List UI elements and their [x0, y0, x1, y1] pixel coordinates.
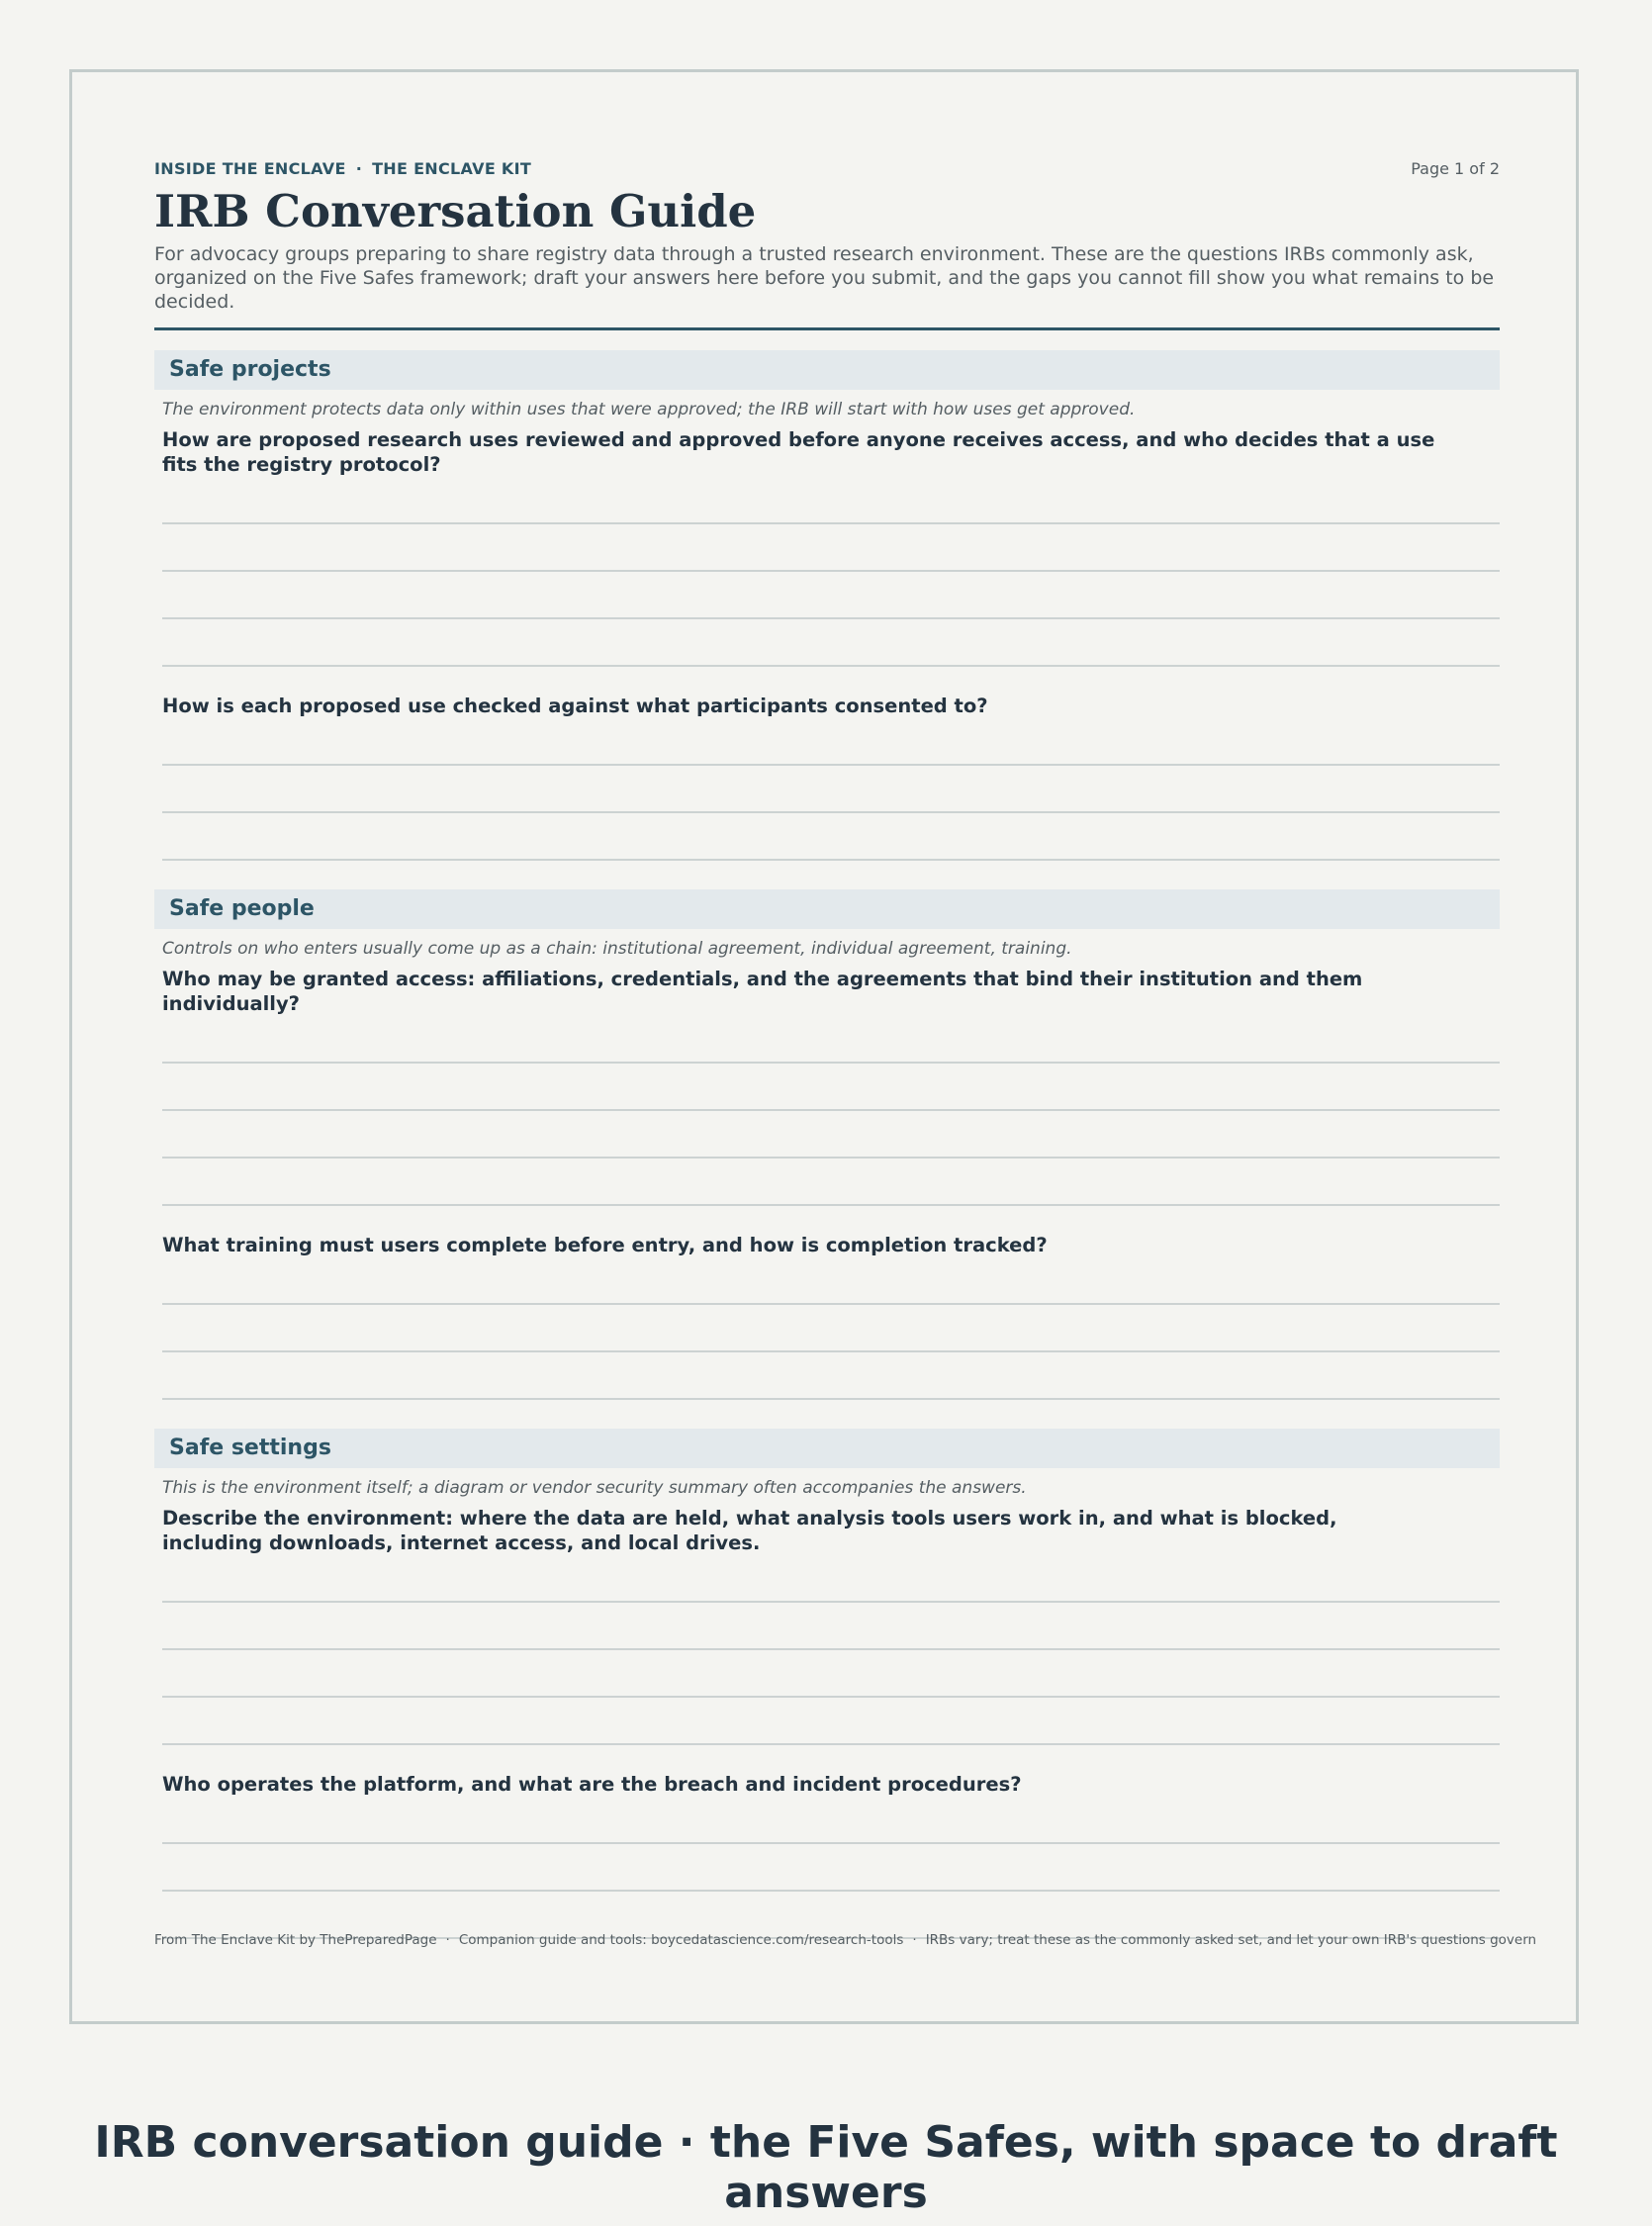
- question: What training must users complete before entry, and how is completion tracked?: [162, 1234, 1048, 1256]
- answer-line[interactable]: [162, 524, 1500, 572]
- section-heading-safe-projects: Safe projects: [154, 350, 1500, 390]
- answer-line[interactable]: [162, 1111, 1500, 1159]
- section-heading-safe-settings: Safe settings: [154, 1429, 1500, 1468]
- intro-text: For advocacy groups preparing to share registry data through a trusted research environment. These are the questions IRBs commonly ask, organized on the Five Safes framework; draft your answers here before you submit, and the gaps you cannot fill show you what remains to be decided.: [154, 243, 1495, 313]
- question: Who operates the platform, and what are the breach and incident procedures?: [162, 1773, 1022, 1796]
- answer-line[interactable]: [162, 1016, 1500, 1064]
- answer-line[interactable]: [162, 1305, 1500, 1352]
- answer-lines[interactable]: [162, 477, 1500, 667]
- answer-line[interactable]: [162, 1352, 1500, 1400]
- answer-line[interactable]: [162, 477, 1500, 524]
- worksheet-content: [154, 159, 1500, 1939]
- answer-line[interactable]: [162, 813, 1500, 861]
- page-header: [154, 159, 1500, 183]
- answer-line[interactable]: [162, 1650, 1500, 1698]
- page-title: IRB Conversation Guide: [154, 185, 757, 237]
- answer-line[interactable]: [162, 572, 1500, 619]
- footer-separator: ·: [445, 1932, 450, 1948]
- question: How is each proposed use checked against what participants consented to?: [162, 695, 988, 717]
- answer-lines[interactable]: [162, 1555, 1500, 1745]
- answer-line[interactable]: [162, 1257, 1500, 1305]
- footer-disclaimer: IRBs vary; treat these as the commonly asked set, and let your own IRB's questions govern: [925, 1932, 1537, 1948]
- kicker-separator: ·: [355, 159, 363, 178]
- answer-line[interactable]: [162, 766, 1500, 813]
- answer-line[interactable]: [162, 718, 1500, 766]
- answer-lines[interactable]: [162, 1257, 1500, 1400]
- section-note: Controls on who enters usually come up as a chain: institutional agreement, individual agreement, training.: [162, 939, 1072, 959]
- worksheet-page: [69, 69, 1579, 2024]
- answer-line[interactable]: [162, 1603, 1500, 1650]
- kicker-series: INSIDE THE ENCLAVE: [154, 159, 346, 178]
- answer-line[interactable]: [162, 1064, 1500, 1111]
- answer-line[interactable]: [162, 619, 1500, 667]
- question: Who may be granted access: affiliations, credentials, and the agreements that bind their institution and them individually?: [162, 968, 1363, 1015]
- answer-lines[interactable]: [162, 718, 1500, 861]
- figure-caption: IRB conversation guide · the Five Safes, with space to draft answers: [94, 2117, 1558, 2218]
- answer-line[interactable]: [162, 1844, 1500, 1892]
- answer-line[interactable]: [162, 1797, 1500, 1844]
- section-note: The environment protects data only within uses that were approved; the IRB will start with how uses get approved.: [162, 400, 1136, 419]
- footer-companion: Companion guide and tools: boycedatascience.com/research-tools: [458, 1932, 904, 1948]
- footer-separator: ·: [912, 1932, 917, 1948]
- section-heading-safe-people: Safe people: [154, 889, 1500, 929]
- answer-lines[interactable]: [162, 1797, 1500, 1939]
- answer-lines[interactable]: [162, 1016, 1500, 1206]
- header-divider: [154, 327, 1500, 330]
- question: Describe the environment: where the data are held, what analysis tools users work in, and what is blocked, including downloads, internet access, and local drives.: [162, 1507, 1337, 1554]
- footer-source: From The Enclave Kit by ThePreparedPage: [154, 1932, 437, 1948]
- page-number: Page 1 of 2: [1411, 159, 1500, 178]
- page-footer: [154, 1932, 1638, 1948]
- answer-line[interactable]: [162, 1159, 1500, 1206]
- section-note: This is the environment itself; a diagram or vendor security summary often accompanies the answers.: [162, 1478, 1027, 1498]
- question: How are proposed research uses reviewed and approved before anyone receives access, and who decides that a use fits the registry protocol?: [162, 428, 1435, 476]
- answer-line[interactable]: [162, 1698, 1500, 1745]
- kicker: [154, 159, 531, 178]
- answer-line[interactable]: [162, 1555, 1500, 1603]
- kicker-kit: THE ENCLAVE KIT: [372, 159, 532, 178]
